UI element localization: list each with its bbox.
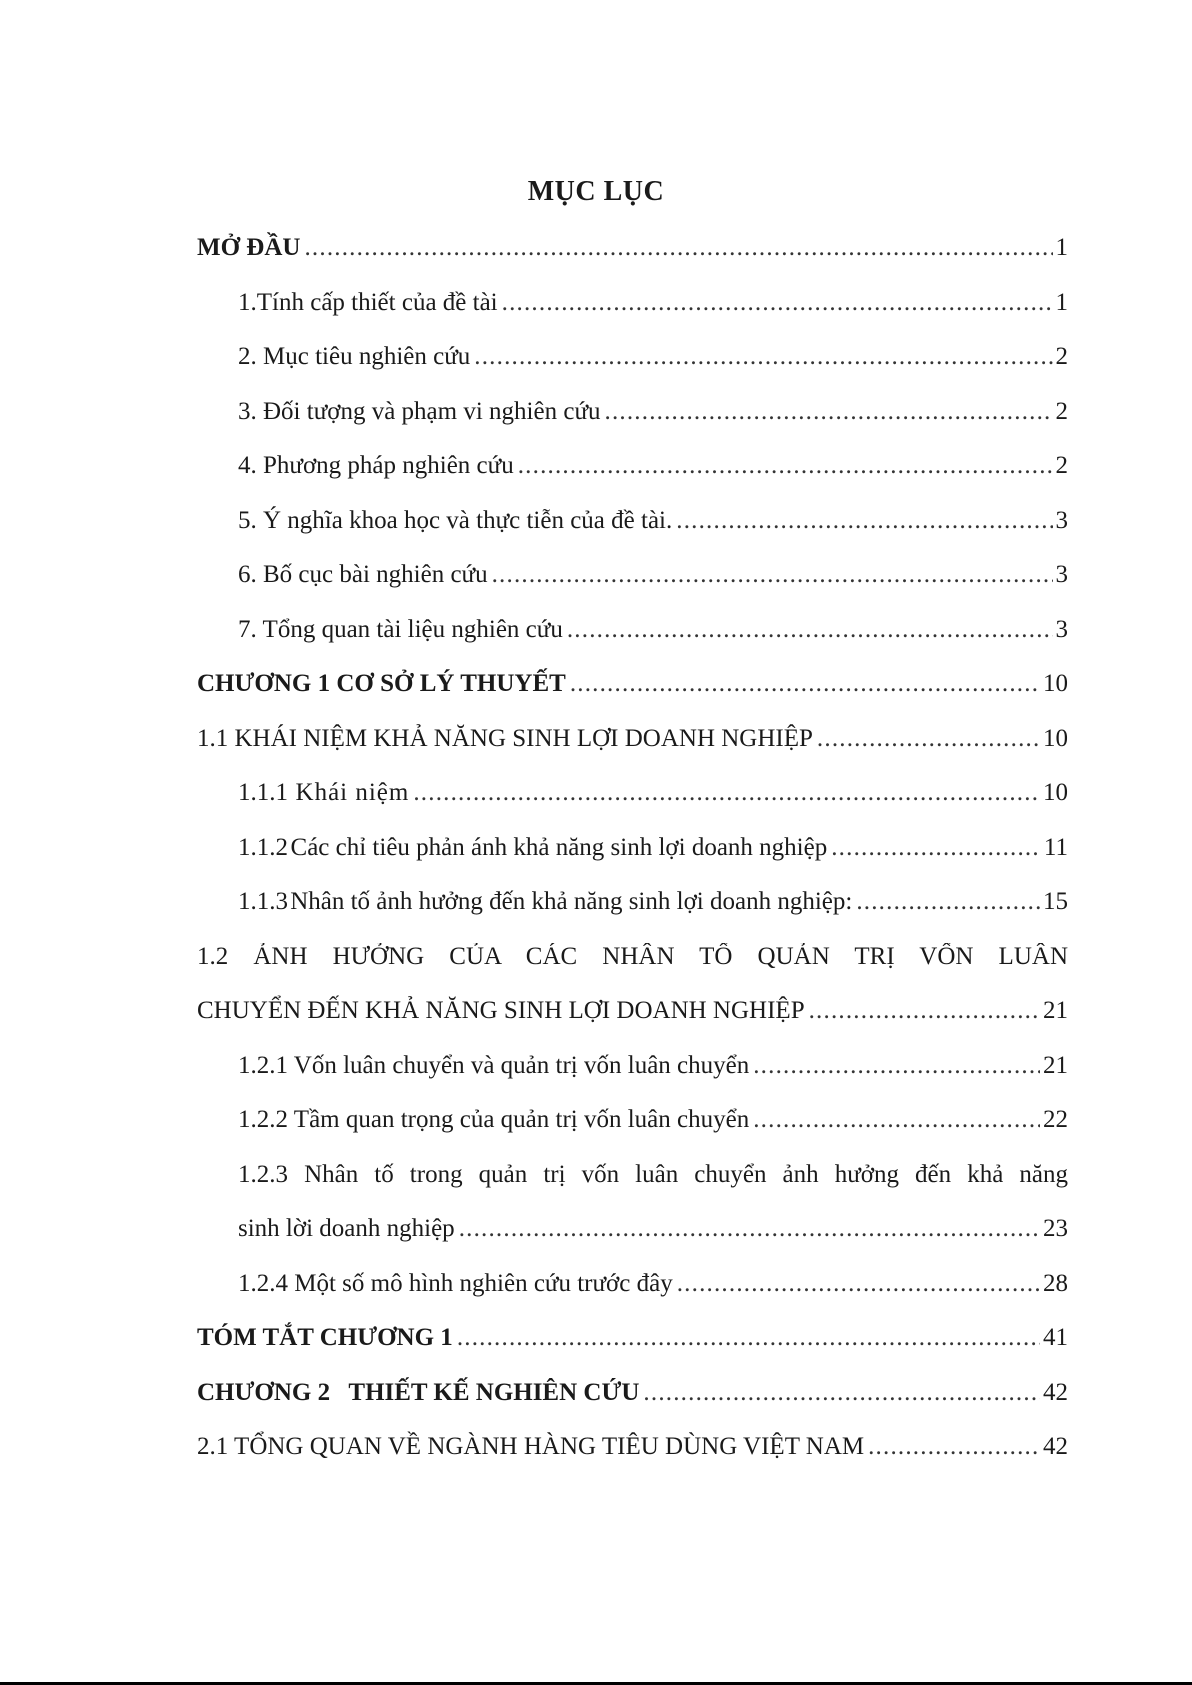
toc-entry-label: MỞ ĐẦU	[197, 234, 301, 261]
dot-leader	[753, 1052, 1040, 1080]
toc-entry-label: 6. Bố cục bài nghiên cứu	[238, 561, 488, 588]
toc-entry-label: CHUYỂN ĐẾN KHẢ NĂNG SINH LỢI DOANH NGHIỆP	[197, 997, 805, 1024]
toc-entry-1-1[interactable]	[197, 725, 1068, 780]
toc-entry-1-2-3-line-1[interactable]: 1.2.3 Nhân tố trong quản trị vốn luân chuyển ảnh hưởng đến khả năng	[238, 1160, 1068, 1188]
toc-entry-number: 1.1.1	[238, 779, 288, 806]
toc-entry-1-2-2[interactable]	[197, 1106, 1068, 1161]
toc-page-number: 1	[1055, 234, 1068, 261]
dot-leader	[502, 289, 1053, 317]
dot-leader	[831, 834, 1041, 862]
toc-entry-1-2-line-1[interactable]: 1.2 ẢNH HƯỞNG CỦA CÁC NHÂN TỐ QUẢN TRỊ VỐN LUÂN	[197, 942, 1068, 970]
toc-entry-item-1[interactable]	[197, 289, 1068, 344]
dot-leader	[676, 507, 1052, 535]
toc-entry-label: 1.1 KHÁI NIỆM KHẢ NĂNG SINH LỢI DOANH NGHIỆP	[197, 724, 813, 752]
toc-entry-label: 1.Tính cấp thiết của đề tài	[238, 288, 498, 316]
toc-entry-1-1-2[interactable]	[197, 834, 1068, 889]
toc-entry-1-2-3[interactable]	[197, 1215, 1068, 1270]
dot-leader	[567, 616, 1053, 644]
toc-page-number: 3	[1055, 561, 1068, 588]
dot-leader	[304, 234, 1052, 262]
toc-entry-number: 1.1.2	[238, 833, 288, 861]
toc-page-number: 11	[1043, 833, 1068, 861]
toc-title: MỤC LỤC	[527, 176, 665, 207]
table-of-contents	[197, 234, 1068, 1488]
toc-entry-item-7[interactable]	[197, 616, 1068, 671]
dot-leader	[677, 1270, 1040, 1298]
toc-entry-label: TÓM TẮT CHƯƠNG 1	[197, 1324, 453, 1351]
dot-leader	[518, 452, 1053, 480]
dot-leader	[570, 670, 1040, 698]
toc-page-number: 21	[1043, 1051, 1068, 1079]
toc-page-number: 3	[1055, 506, 1068, 534]
toc-entry-mo-dau[interactable]	[197, 234, 1068, 289]
toc-page-number: 3	[1055, 615, 1068, 643]
toc-entry-label: Khái niệm	[295, 779, 410, 806]
toc-entry-label: Các chỉ tiêu phản ánh khả năng sinh lợi doanh nghiệp	[290, 833, 828, 861]
toc-entry-1-2[interactable]	[197, 997, 1068, 1052]
dot-leader	[753, 1106, 1040, 1134]
toc-entry-label: Nhân tố ảnh hưởng đến khả năng sinh lợi doanh nghiệp:	[290, 888, 853, 915]
toc-entry-1-1-3[interactable]	[197, 888, 1068, 943]
dot-leader	[459, 1215, 1040, 1243]
toc-page-number: 23	[1043, 1215, 1068, 1242]
dot-leader	[413, 779, 1040, 807]
toc-entry-label: 3. Đối tượng và phạm vi nghiên cứu	[238, 397, 601, 425]
dot-leader	[457, 1324, 1040, 1352]
toc-page-number: 2	[1055, 397, 1068, 425]
toc-entry-chuong-2[interactable]	[197, 1379, 1068, 1434]
toc-entry-item-6[interactable]	[197, 561, 1068, 616]
toc-entry-tom-tat-chuong-1[interactable]	[197, 1324, 1068, 1379]
toc-entry-1-1-1[interactable]	[197, 779, 1068, 834]
toc-page-number: 10	[1043, 724, 1068, 752]
toc-entry-label: 4. Phương pháp nghiên cứu	[238, 452, 514, 479]
toc-entry-item-4[interactable]	[197, 452, 1068, 507]
toc-entry-label: CHƯƠNG 2 THIẾT KẾ NGHIÊN CỨU	[197, 1378, 640, 1406]
toc-page-number: 2	[1055, 343, 1068, 370]
dot-leader	[474, 343, 1052, 371]
toc-page-number: 2	[1055, 452, 1068, 479]
dot-leader	[817, 725, 1040, 753]
toc-entry-label: 1.2.2 Tầm quan trọng của quản trị vốn luân chuyển	[238, 1106, 750, 1133]
toc-entry-item-2[interactable]	[197, 343, 1068, 398]
toc-entry-label: sinh lời doanh nghiệp	[238, 1215, 455, 1242]
toc-page-number: 15	[1043, 888, 1068, 915]
toc-entry-1-2-4[interactable]	[197, 1270, 1068, 1325]
dot-leader	[643, 1379, 1040, 1407]
toc-entry-label: 1.2.1 Vốn luân chuyển và quản trị vốn luân chuyển	[238, 1051, 750, 1079]
toc-page-number: 28	[1043, 1269, 1068, 1297]
toc-entry-item-3[interactable]	[197, 398, 1068, 453]
toc-entry-chuong-1[interactable]	[197, 670, 1068, 725]
dot-leader	[856, 888, 1040, 916]
dot-leader	[492, 561, 1053, 589]
toc-entry-label: CHƯƠNG 1 CƠ SỞ LÝ THUYẾT	[197, 670, 566, 697]
toc-page-number: 10	[1043, 779, 1068, 806]
toc-entry-label: 2. Mục tiêu nghiên cứu	[238, 343, 471, 370]
toc-page-number: 41	[1043, 1324, 1068, 1351]
toc-entry-1-2-1[interactable]	[197, 1052, 1068, 1107]
toc-page-number: 42	[1043, 1378, 1068, 1406]
dot-leader	[809, 997, 1040, 1025]
toc-page-number: 10	[1043, 670, 1068, 697]
toc-entry-label: 2.1 TỔNG QUAN VỀ NGÀNH HÀNG TIÊU DÙNG VIỆT NAM	[197, 1433, 865, 1460]
dot-leader	[868, 1433, 1040, 1461]
dot-leader	[605, 398, 1053, 426]
toc-entry-label: 1.2.4 Một số mô hình nghiên cứu trước đây	[238, 1269, 673, 1297]
toc-page-number: 1	[1055, 288, 1068, 316]
toc-entry-label: 5. Ý nghĩa khoa học và thực tiễn của đề tài.	[238, 506, 673, 534]
toc-entry-2-1[interactable]	[197, 1433, 1068, 1488]
toc-page-number: 22	[1043, 1106, 1068, 1133]
toc-entry-item-5[interactable]	[197, 507, 1068, 562]
toc-entry-number: 1.1.3	[238, 888, 288, 915]
toc-page-number: 21	[1043, 997, 1068, 1024]
toc-entry-label: 7. Tổng quan tài liệu nghiên cứu	[238, 615, 563, 643]
toc-page-number: 42	[1043, 1433, 1068, 1460]
